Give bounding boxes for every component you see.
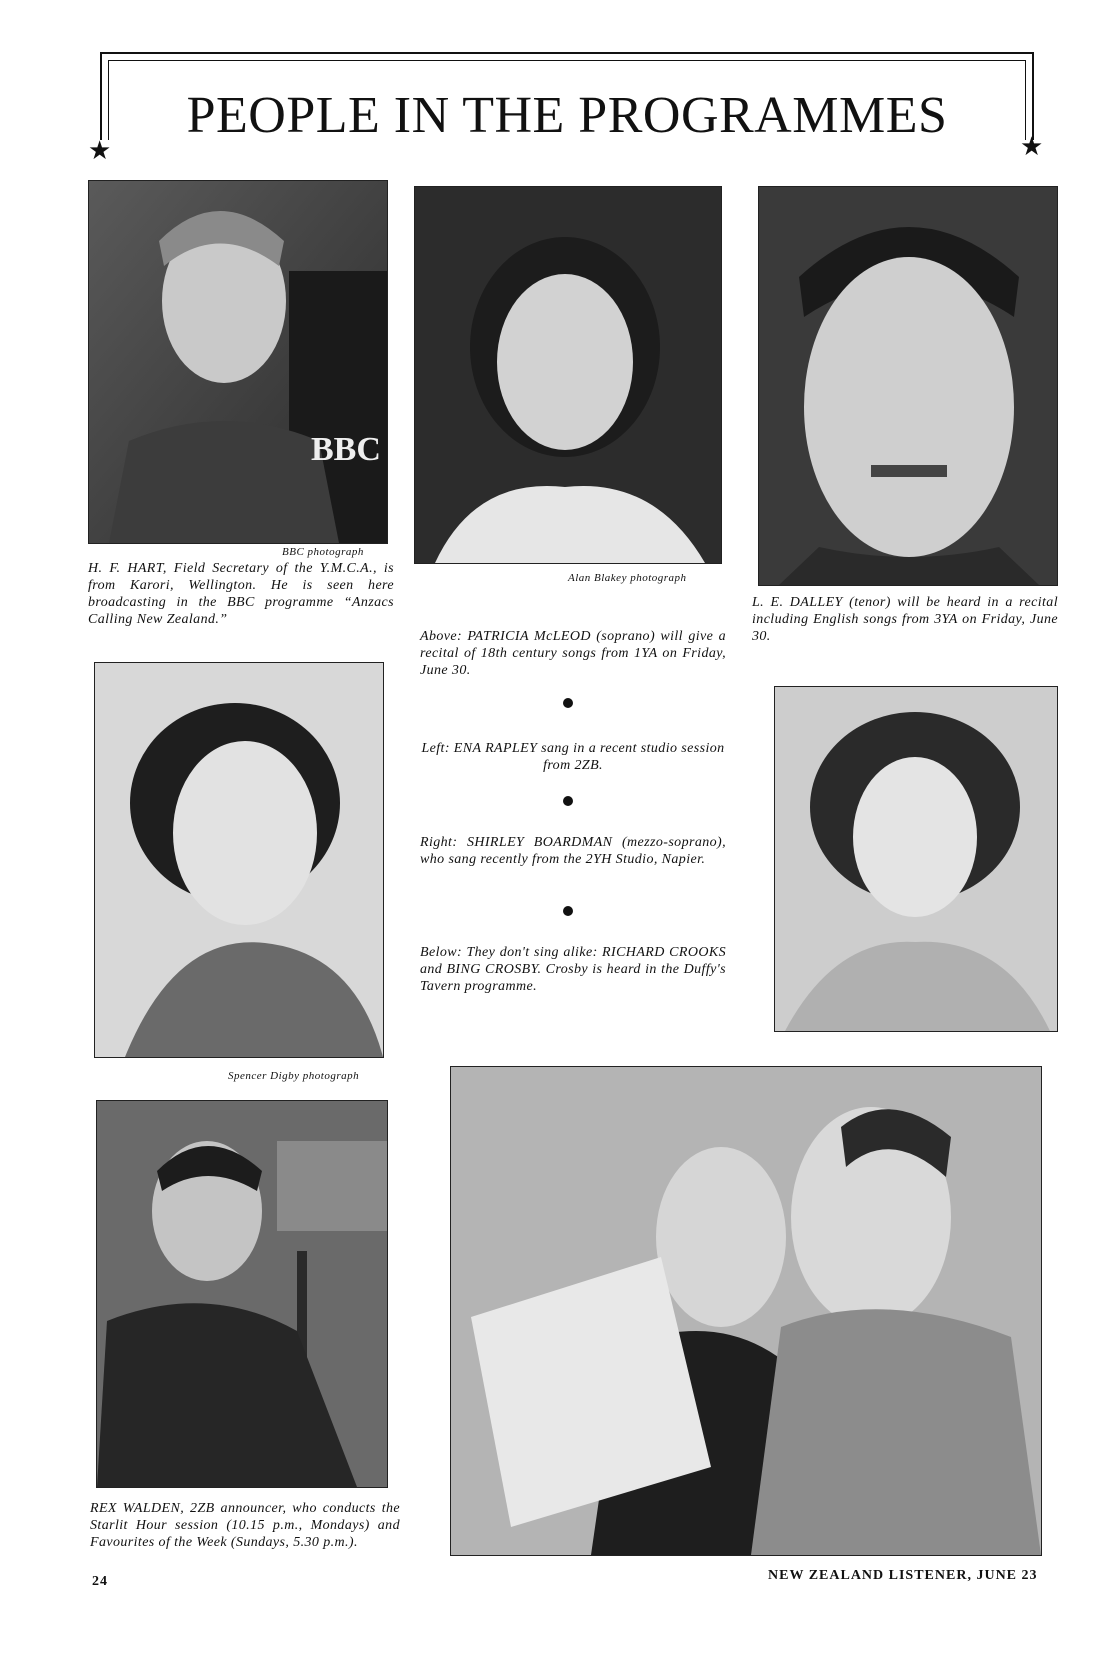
photo-credit-mcleod: Alan Blakey photograph xyxy=(568,572,687,584)
caption-mcleod: Above: PATRICIA McLEOD (soprano) will give a recital of 18th century songs from 1YA on Friday, June 30. xyxy=(420,629,726,678)
star-icon: ★ xyxy=(88,136,112,166)
header-frame-right xyxy=(1032,52,1034,140)
caption-boardman: Right: SHIRLEY BOARDMAN (mezzo-soprano), who sang recently from the 2YH Studio, Napier. xyxy=(420,835,726,867)
photo-walden xyxy=(96,1100,388,1488)
caption-rapley: Left: ENA RAPLEY sang in a recent studio session from 2ZB. xyxy=(421,741,725,773)
star-icon: ★ xyxy=(1020,132,1044,162)
page-number: 24 xyxy=(92,1574,108,1589)
photo-boardman xyxy=(774,686,1058,1032)
bbc-badge: BBC xyxy=(311,431,381,468)
header-frame-left xyxy=(100,52,102,140)
caption-hart: H. F. HART, Field Secretary of the Y.M.C.A., is from Karori, Wellington. He is seen here broadcasting in the BBC programme “Anzacs Calling New Zealand.” xyxy=(88,561,394,627)
caption-walden: REX WALDEN, 2ZB announcer, who conducts the Starlit Hour session (10.15 p.m., Mondays) and Favourites of the Week (Sundays, 5.30 p.m.). xyxy=(90,1501,400,1550)
header-frame-right-inner xyxy=(1025,60,1026,140)
photo-crooks-crosby xyxy=(450,1066,1042,1556)
page-title: PEOPLE IN THE PROGRAMMES xyxy=(186,87,948,144)
bullet-dot xyxy=(563,796,573,806)
photo-credit-rapley: Spencer Digby photograph xyxy=(228,1070,360,1082)
photo-credit-hart: BBC photograph xyxy=(282,546,364,558)
bullet-dot xyxy=(563,906,573,916)
caption-crooks-crosby: Below: They don't sing alike: RICHARD CROOKS and BING CROSBY. Crosby is heard in the Duffy's Tavern programme. xyxy=(420,945,726,994)
photo-hart xyxy=(88,180,388,544)
header-frame-inner xyxy=(108,60,1026,61)
caption-dalley: L. E. DALLEY (tenor) will be heard in a recital including English songs from 3YA on Friday, June 30. xyxy=(752,595,1058,644)
header-frame-left-inner xyxy=(108,60,109,140)
photo-dalley xyxy=(758,186,1058,586)
bullet-dot xyxy=(563,698,573,708)
header-frame-top xyxy=(100,52,1034,54)
photo-mcleod xyxy=(414,186,722,564)
photo-rapley xyxy=(94,662,384,1058)
publication-footer: NEW ZEALAND LISTENER, JUNE 23 xyxy=(768,1568,1038,1583)
